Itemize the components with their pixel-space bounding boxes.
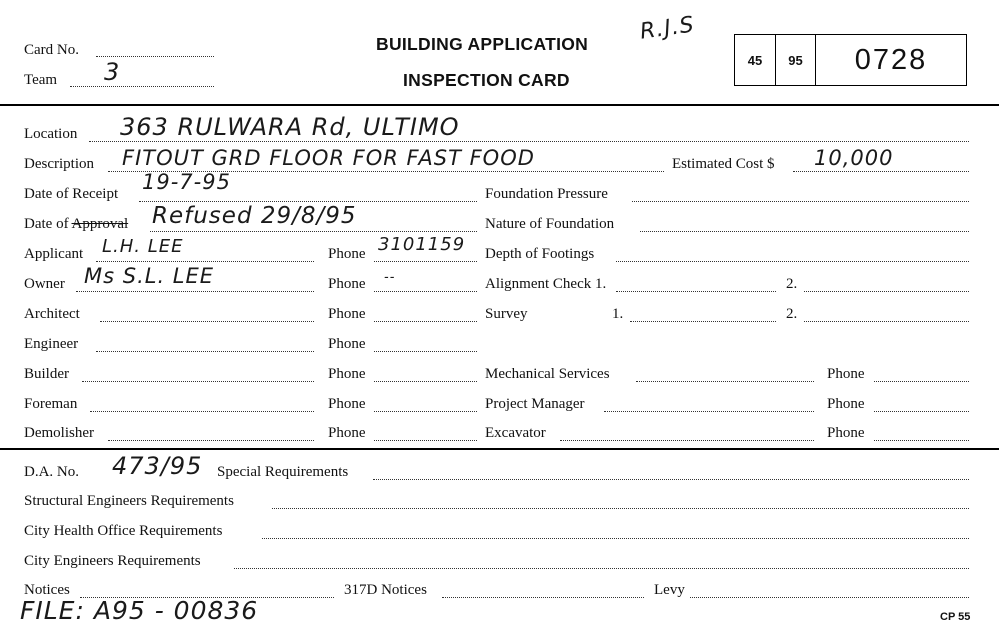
engineer-dots bbox=[96, 351, 314, 352]
date-of-receipt-dots bbox=[139, 201, 477, 202]
estimated-cost-dots bbox=[793, 171, 969, 172]
owner-value: Ms S.L. LEE bbox=[84, 264, 215, 288]
levy-dots bbox=[690, 597, 969, 598]
title-line2: INSPECTION CARD bbox=[403, 70, 570, 90]
structural-requirements-dots bbox=[272, 508, 969, 509]
applicant-value: L.H. LEE bbox=[102, 236, 184, 257]
applicant-dots bbox=[96, 261, 314, 262]
foreman-phone-label: Phone bbox=[328, 396, 366, 412]
location-value: 363 RULWARA Rd, ULTIMO bbox=[120, 113, 460, 141]
alignment-check-1-dots bbox=[616, 291, 776, 292]
architect-phone-dots bbox=[374, 321, 477, 322]
header-divider bbox=[0, 104, 999, 106]
levy-label: Levy bbox=[654, 582, 685, 598]
health-requirements-label: City Health Office Requirements bbox=[24, 523, 223, 539]
mechanical-phone-dots bbox=[874, 381, 969, 382]
city-engineers-requirements-label: City Engineers Requirements bbox=[24, 553, 201, 569]
owner-dots bbox=[76, 291, 314, 292]
owner-phone-value: -- bbox=[384, 270, 396, 285]
applicant-label: Applicant bbox=[24, 246, 84, 262]
card-box-a: 45 bbox=[734, 34, 776, 86]
date-of-receipt-value: 19-7-95 bbox=[142, 170, 231, 194]
notices-317d-label: 317D Notices bbox=[344, 582, 427, 598]
da-no-value: 473/95 bbox=[112, 452, 203, 480]
city-engineers-requirements-dots bbox=[234, 568, 969, 569]
card-box-number: 0728 bbox=[815, 34, 967, 86]
date-of-receipt-label: Date of Receipt bbox=[24, 186, 119, 202]
bottom-divider bbox=[0, 448, 999, 450]
foreman-dots bbox=[90, 411, 314, 412]
nature-of-foundation-label: Nature of Foundation bbox=[485, 216, 615, 232]
foundation-pressure-dots bbox=[632, 201, 969, 202]
engineer-phone-label: Phone bbox=[328, 336, 366, 352]
builder-label: Builder bbox=[24, 366, 69, 382]
applicant-phone-label: Phone bbox=[328, 246, 366, 262]
date-of-approval-label bbox=[24, 216, 128, 233]
architect-phone-label: Phone bbox=[328, 306, 366, 322]
demolisher-phone-label: Phone bbox=[328, 425, 366, 441]
special-requirements-dots bbox=[373, 479, 969, 480]
depth-of-footings-dots bbox=[616, 261, 969, 262]
excavator-label: Excavator bbox=[485, 425, 546, 441]
builder-dots bbox=[82, 381, 314, 382]
date-of-approval-dots bbox=[150, 231, 477, 232]
alignment-check-2-dots bbox=[804, 291, 969, 292]
project-manager-label: Project Manager bbox=[485, 396, 585, 412]
team-dots bbox=[70, 86, 214, 87]
foreman-label: Foreman bbox=[24, 396, 78, 412]
special-requirements-label: Special Requirements bbox=[217, 464, 349, 480]
engineer-phone-dots bbox=[374, 351, 477, 352]
card-no-dots bbox=[96, 56, 214, 57]
alignment-check-two: 2. bbox=[786, 276, 798, 292]
notices-label: Notices bbox=[24, 582, 70, 598]
owner-phone-label: Phone bbox=[328, 276, 366, 292]
card-no-label: Card No. bbox=[24, 42, 79, 58]
survey-2-dots bbox=[804, 321, 969, 322]
project-manager-phone-label: Phone bbox=[827, 396, 865, 412]
card-box-b: 95 bbox=[775, 34, 816, 86]
applicant-phone-dots bbox=[374, 261, 477, 262]
excavator-phone-dots bbox=[874, 440, 969, 441]
estimated-cost-value: 10,000 bbox=[814, 146, 894, 170]
foreman-phone-dots bbox=[374, 411, 477, 412]
team-value: 3 bbox=[104, 58, 121, 86]
architect-dots bbox=[100, 321, 314, 322]
description-label: Description bbox=[24, 156, 94, 172]
health-requirements-dots bbox=[262, 538, 969, 539]
demolisher-phone-dots bbox=[374, 440, 477, 441]
depth-of-footings-label: Depth of Footings bbox=[485, 246, 595, 262]
da-no-label: D.A. No. bbox=[24, 464, 79, 480]
mechanical-services-dots bbox=[636, 381, 814, 382]
file-note-handwritten: FILE: A95 - 00836 bbox=[20, 596, 259, 625]
alignment-check-label: Alignment Check 1. bbox=[485, 276, 607, 292]
demolisher-label: Demolisher bbox=[24, 425, 94, 441]
project-manager-dots bbox=[604, 411, 814, 412]
team-label: Team bbox=[24, 72, 58, 88]
builder-phone-label: Phone bbox=[328, 366, 366, 382]
builder-phone-dots bbox=[374, 381, 477, 382]
engineer-label: Engineer bbox=[24, 336, 79, 352]
survey-label: Survey bbox=[485, 306, 528, 322]
demolisher-dots bbox=[108, 440, 314, 441]
estimated-cost-label: Estimated Cost $ bbox=[672, 156, 775, 172]
initials-handwritten: R.J.S bbox=[638, 12, 697, 45]
owner-label: Owner bbox=[24, 276, 65, 292]
excavator-dots bbox=[560, 440, 814, 441]
survey-1-dots bbox=[630, 321, 776, 322]
location-dots bbox=[89, 141, 969, 142]
project-manager-phone-dots bbox=[874, 411, 969, 412]
date-of-label: Date of bbox=[24, 216, 69, 232]
owner-phone-dots bbox=[374, 291, 477, 292]
approval-struck-label: Approval bbox=[71, 216, 129, 232]
foundation-pressure-label: Foundation Pressure bbox=[485, 186, 608, 202]
architect-label: Architect bbox=[24, 306, 80, 322]
excavator-phone-label: Phone bbox=[827, 425, 865, 441]
mechanical-services-label: Mechanical Services bbox=[485, 366, 610, 382]
survey-one: 1. bbox=[612, 306, 624, 322]
mechanical-phone-label: Phone bbox=[827, 366, 865, 382]
form-code: CP 55 bbox=[940, 611, 971, 623]
notices-317d-dots bbox=[442, 597, 644, 598]
applicant-phone-value: 3101159 bbox=[378, 234, 466, 255]
date-of-approval-value: Refused 29/8/95 bbox=[152, 203, 357, 229]
survey-two: 2. bbox=[786, 306, 798, 322]
title-line1: BUILDING APPLICATION bbox=[376, 34, 589, 54]
structural-requirements-label: Structural Engineers Requirements bbox=[24, 493, 234, 509]
nature-of-foundation-dots bbox=[640, 231, 969, 232]
location-label: Location bbox=[24, 126, 78, 142]
description-value: FITOUT GRD FLOOR FOR FAST FOOD bbox=[122, 146, 535, 170]
